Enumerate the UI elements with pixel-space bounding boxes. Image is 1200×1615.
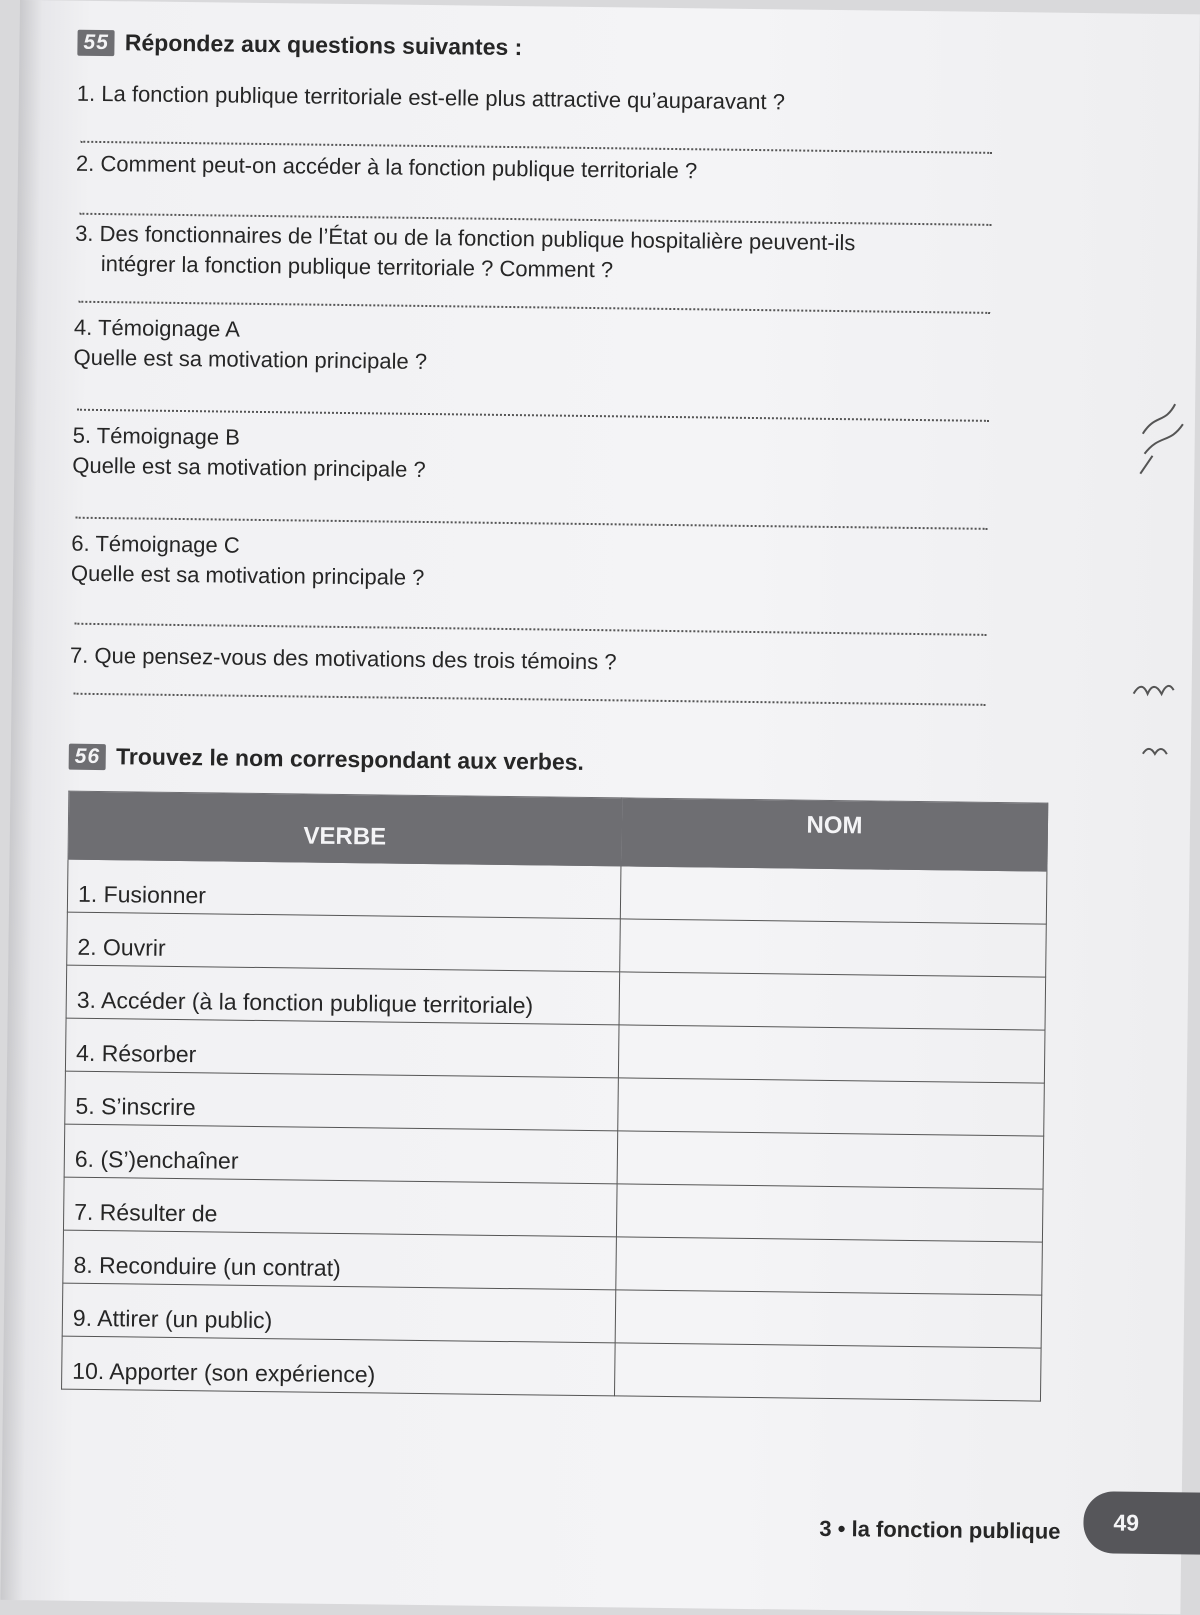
exercise-56-badge: 56: [69, 743, 107, 769]
answer-line-3[interactable]: [78, 301, 990, 314]
verb-cell: 1. Fusionner: [67, 859, 621, 919]
nom-column-header: NOM: [621, 798, 1048, 871]
question-4: 4. Témoignage A Quelle est sa motivation principale ?: [73, 314, 428, 374]
verb-cell: 10. Apporter (son expérience): [62, 1336, 616, 1396]
noun-answer-cell[interactable]: [620, 919, 1047, 977]
noun-answer-cell[interactable]: [620, 866, 1047, 924]
answer-line-4[interactable]: [77, 409, 989, 422]
exercise-55-header: [77, 29, 522, 61]
verb-cell: 4. Résorber: [65, 1018, 619, 1078]
exercise-56-title: Trouvez le nom correspondant aux verbes.: [115, 743, 585, 775]
verb-cell: 9. Attirer (un public): [62, 1283, 616, 1343]
exercise-55-badge: 55: [77, 29, 115, 55]
verb-cell: 2. Ouvrir: [67, 912, 621, 972]
noun-answer-cell[interactable]: [614, 1343, 1041, 1401]
chapter-footer: [819, 1516, 1060, 1545]
exercise-56-header: [69, 743, 584, 776]
noun-answer-cell[interactable]: [616, 1184, 1043, 1242]
noun-answer-cell[interactable]: [616, 1237, 1043, 1295]
noun-answer-cell[interactable]: [617, 1131, 1044, 1189]
question-7: 7. Que pensez-vous des motivations des trois témoins ?: [69, 642, 617, 675]
table-header-row: [68, 791, 1048, 871]
question-6: 6. Témoignage C Quelle est sa motivation principale ?: [70, 530, 425, 590]
question-5: 5. Témoignage B Quelle est sa motivation principale ?: [72, 422, 426, 482]
noun-answer-cell[interactable]: [615, 1290, 1042, 1348]
page-number: 49: [1113, 1508, 1140, 1536]
exercise-55-title: Répondez aux questions suivantes :: [124, 29, 523, 61]
verb-cell: 3. Accéder (à la fonction publique territoriale): [66, 965, 620, 1025]
page-number-tab: [1083, 1491, 1200, 1554]
noun-answer-cell[interactable]: [618, 1078, 1045, 1136]
answer-line-7[interactable]: [74, 693, 986, 706]
noun-answer-cell[interactable]: [618, 1025, 1045, 1083]
question-2: 2. Comment peut-on accéder à la fonction publique territoriale ?: [75, 150, 698, 184]
chapter-title: 3 • la fonction publique: [819, 1515, 1061, 1544]
verb-noun-table: [61, 791, 1048, 1402]
verb-cell: 8. Reconduire (un contrat): [63, 1230, 617, 1290]
answer-line-5[interactable]: [76, 517, 988, 530]
page-binding: [0, 0, 42, 1600]
pencil-scribble-icon: [1130, 374, 1195, 795]
question-1: 1. La fonction publique territoriale est-elle plus attractive qu’auparavant ?: [76, 80, 786, 115]
answer-line-6[interactable]: [74, 623, 986, 636]
verb-cell: 7. Résulter de: [63, 1177, 617, 1237]
verb-cell: 5. S’inscrire: [65, 1071, 619, 1131]
table-row: [62, 1336, 1042, 1401]
verb-cell: 6. (S’)enchaîner: [64, 1124, 618, 1184]
question-3: 3. Des fonctionnaires de l’État ou de la fonction publique hospitalière peuvent-ils intégrer la fonction publique territoriale ? Comment ?: [75, 220, 856, 283]
verbe-column-header: VERBE: [68, 791, 622, 866]
noun-answer-cell[interactable]: [619, 972, 1046, 1030]
